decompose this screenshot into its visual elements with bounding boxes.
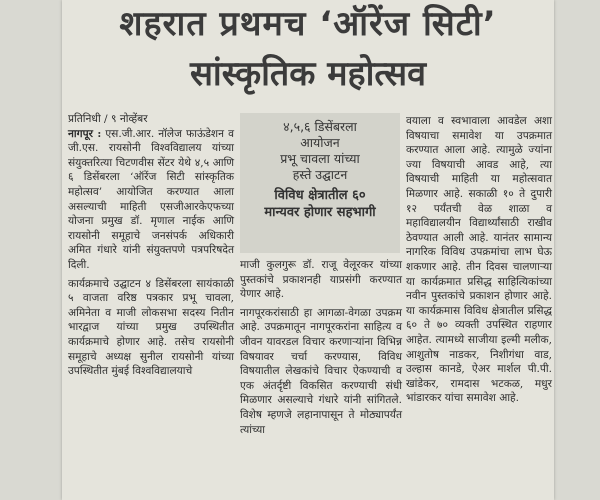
column-3-paragraph-1: वयाला व स्वभावाला आवडेल अशा विषयाचा समावेश या उपक्रमात करण्यात आला आहे. त्यामुळे ज्यांना ज्या विषयाची आवड आहे, त्या विषयाची माहिती या महोत्सवात मिळणार आहे. सकाळी १० ते दुपारी १२ पर्यंतची वेळ शाळा व महाविद्यालयीन विद्यार्थ्यांसाठी राखीव ठेवण्यात आली आहे. यानंतर सामान्य नागरिक विविध उपक्रमांचा लाभ घेऊ शकणार आहे. तीन दिवस चालणाऱ्या या कार्यक्रमात प्रसिद्ध साहित्यिकांच्या नवीन पुस्तकांचे प्रकाशन होणार आहे. या कार्यक्रमास विविध क्षेत्रातील प्रसिद्ध ६० ते ७० व्यक्ती उपस्थित राहणार आहेत. त्यामध्ये साजीया इल्मी मलीक, आशुतोष नाडकर, निशीगंधा वाड, उल्हास कानडे, ऐअर मार्शल पी.पी. खांडेकर, रामदास भटकळ, मधुर भांडारकर यांचा समावेश आहे. — [406, 115, 552, 405]
column-1-paragraph-2: कार्यक्रमाचे उद्घाटन ४ डिसेंबरला सायंकाळी ५ वाजता वरिष्ठ पत्रकार प्रभू चावला, अमिनेता व माजी लोकसभा सदस्य नितीन भारद्वाज यांच्या प्रमुख उपस्थितीत कार्यक्रमाचे होणार आहे. तसेच रायसोनी समूहाचे अध्यक्ष सुनील रायसोनी यांच्या उपस्थितीत मुंबई विश्‍वविद्यालयाचे — [68, 277, 234, 378]
column-1-paragraph-1: एस.जी.आर. नॉलेज फाऊंडेशन व जी.एस. रायसोनी विश्‍वविद्यालय यांच्या संयुक्तरित्या चिटणवीस सेंटर येथे ४,५ आणि ६ डिसेंबरला ‘ऑरेंज सिटी सांस्कृतिक महोत्सव’ आयोजित करण्यात आला असल्याची माहिती एसजीआरकेएफच्या योजना प्रमुख डॉ. मृणाल नाईक आणि रायसोनी समूहाचे जनसंपर्क अधिकारी अमित गंधारे यांनी संयुक्तपणे पत्रपरिषदेत दिली. — [68, 127, 234, 271]
highlight-box-line-2: विविध क्षेत्रातील ६० मान्यवर होणार सहभागी — [264, 188, 376, 220]
dateline: नागपूर : — [68, 127, 102, 140]
column-2-paragraph-1: माजी कुलगुरू डॉ. राजू वेलूरकर यांच्या पुस्तकांचे प्रकाशनही याप्रसंगी करण्यात येणार आहे. — [240, 259, 402, 301]
reporter-byline: प्रतिनिधी / ९ नोव्हेंबर — [68, 113, 148, 125]
headline-line-1: शहरात प्रथमच ‘ऑरेंज सिटी’ — [119, 4, 497, 44]
article-column-2 — [240, 258, 402, 437]
article-column-3 — [406, 114, 552, 406]
highlight-box — [240, 113, 400, 253]
column-2-paragraph-2: नागपूरकरांसाठी हा आगळा-वेगळा उपक्रम आहे. उपक्रमातून नागपूरकरांना साहित्य व जीवन यावरडल विचार करणाऱ्यांना विभिन्न विषयावर चर्चा करण्यास, विविध विषयातील लेखकांचे विचार ऐकण्याची व एक अंतर्दृष्टी विकसित करण्याची संधी मिळणार असल्याचे गंधारे यांनी सांगितले. विशेष म्हणजे लहानापासून ते मोठ्यापर्यंत त्यांच्या — [240, 306, 402, 436]
highlight-box-line-1: ४,५,६ डिसेंबरला आयोजन प्रभू चावला यांच्या हस्ते उद्घाटन — [280, 119, 360, 182]
article-column-1 — [68, 112, 234, 379]
newspaper-clipping — [62, 0, 554, 500]
headline-line-2: सांस्कृतिक महोत्सव — [189, 54, 427, 94]
